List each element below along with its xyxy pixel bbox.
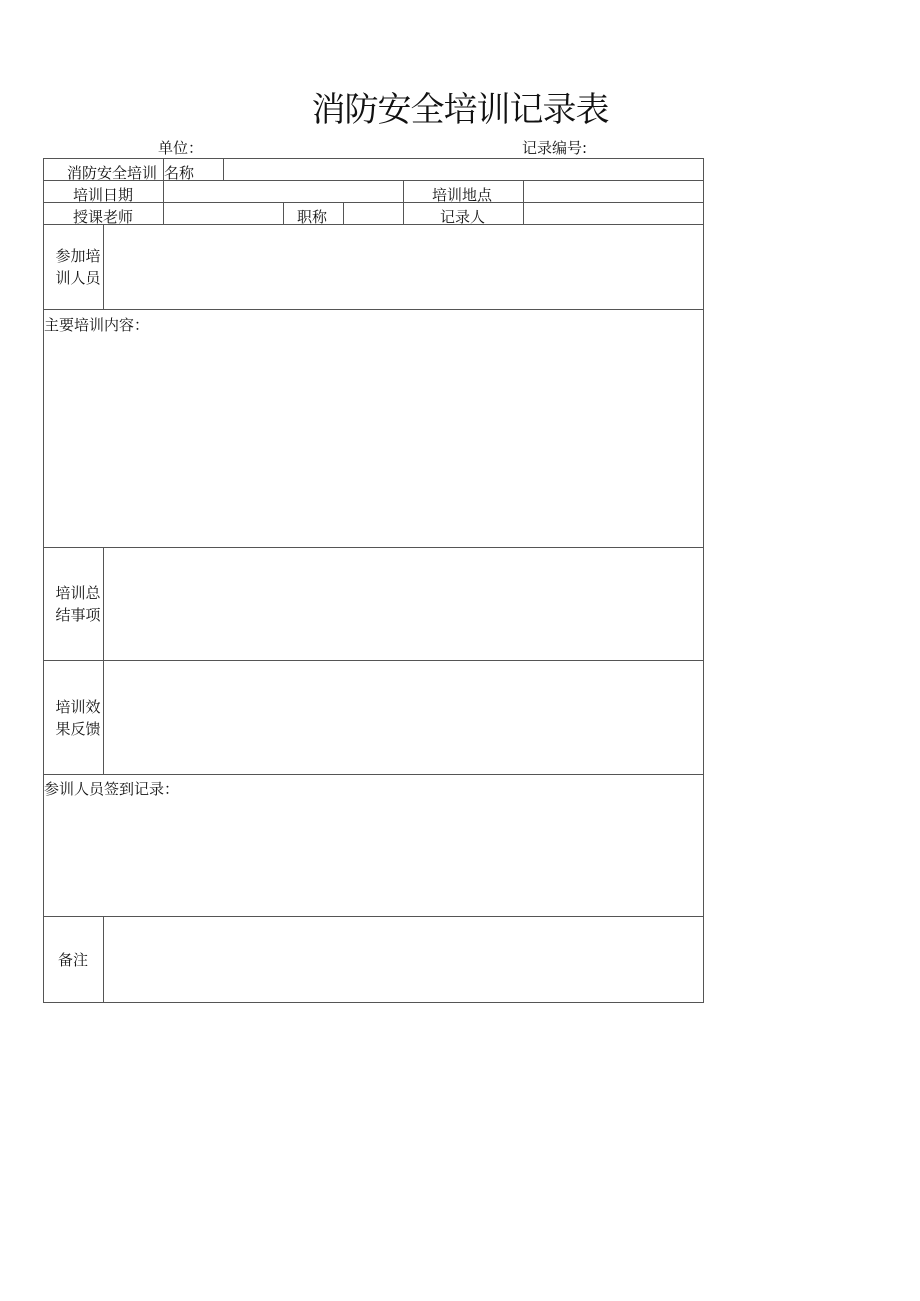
participants-field[interactable] <box>104 225 702 309</box>
lecturer-label: 授课老师 <box>73 208 134 226</box>
signin-field[interactable] <box>44 802 702 915</box>
training-name-label: 消防安全培训 <box>67 164 158 182</box>
col-divider <box>403 202 404 224</box>
summary-field[interactable] <box>104 548 702 660</box>
feedback-label <box>53 696 103 740</box>
remarks-field[interactable] <box>104 917 702 1002</box>
participants-label <box>53 245 103 289</box>
summary-label-line2: 结事项 <box>55 606 101 624</box>
training-record-form <box>43 158 703 1002</box>
job-title-field[interactable] <box>344 203 402 224</box>
row-divider <box>43 774 703 775</box>
feedback-field[interactable] <box>104 661 702 774</box>
signin-label: 参训人员签到记录： <box>44 780 180 798</box>
col-divider <box>283 202 284 224</box>
col-divider <box>403 180 404 202</box>
recorder-field[interactable] <box>524 203 702 224</box>
border-right <box>703 158 704 1002</box>
name-label: 名称 <box>164 164 195 182</box>
training-location-field[interactable] <box>524 181 702 202</box>
summary-label <box>53 582 103 626</box>
recorder-label: 记录人 <box>440 208 486 226</box>
participants-label-line2: 训人员 <box>55 269 101 287</box>
unit-label: 单位： <box>158 139 204 157</box>
row-divider <box>43 309 703 310</box>
training-name-field[interactable] <box>224 159 702 180</box>
feedback-label-line2: 果反馈 <box>55 720 101 738</box>
remarks-label: 备注 <box>58 951 89 969</box>
job-title-label: 职称 <box>297 208 328 226</box>
summary-label-line1: 培训总 <box>55 584 101 602</box>
lecturer-field[interactable] <box>164 203 282 224</box>
participants-label-line1: 参加培 <box>55 247 101 265</box>
training-date-field[interactable] <box>164 181 402 202</box>
border-bottom <box>43 1002 704 1003</box>
main-content-label: 主要培训内容： <box>44 316 150 334</box>
training-date-label: 培训日期 <box>73 186 134 204</box>
training-location-label: 培训地点 <box>432 186 493 204</box>
record-number-label: 记录编号: <box>522 139 588 157</box>
main-content-field[interactable] <box>44 338 702 546</box>
form-title: 消防安全培训记录表 <box>311 90 609 130</box>
feedback-label-line1: 培训效 <box>55 698 101 716</box>
